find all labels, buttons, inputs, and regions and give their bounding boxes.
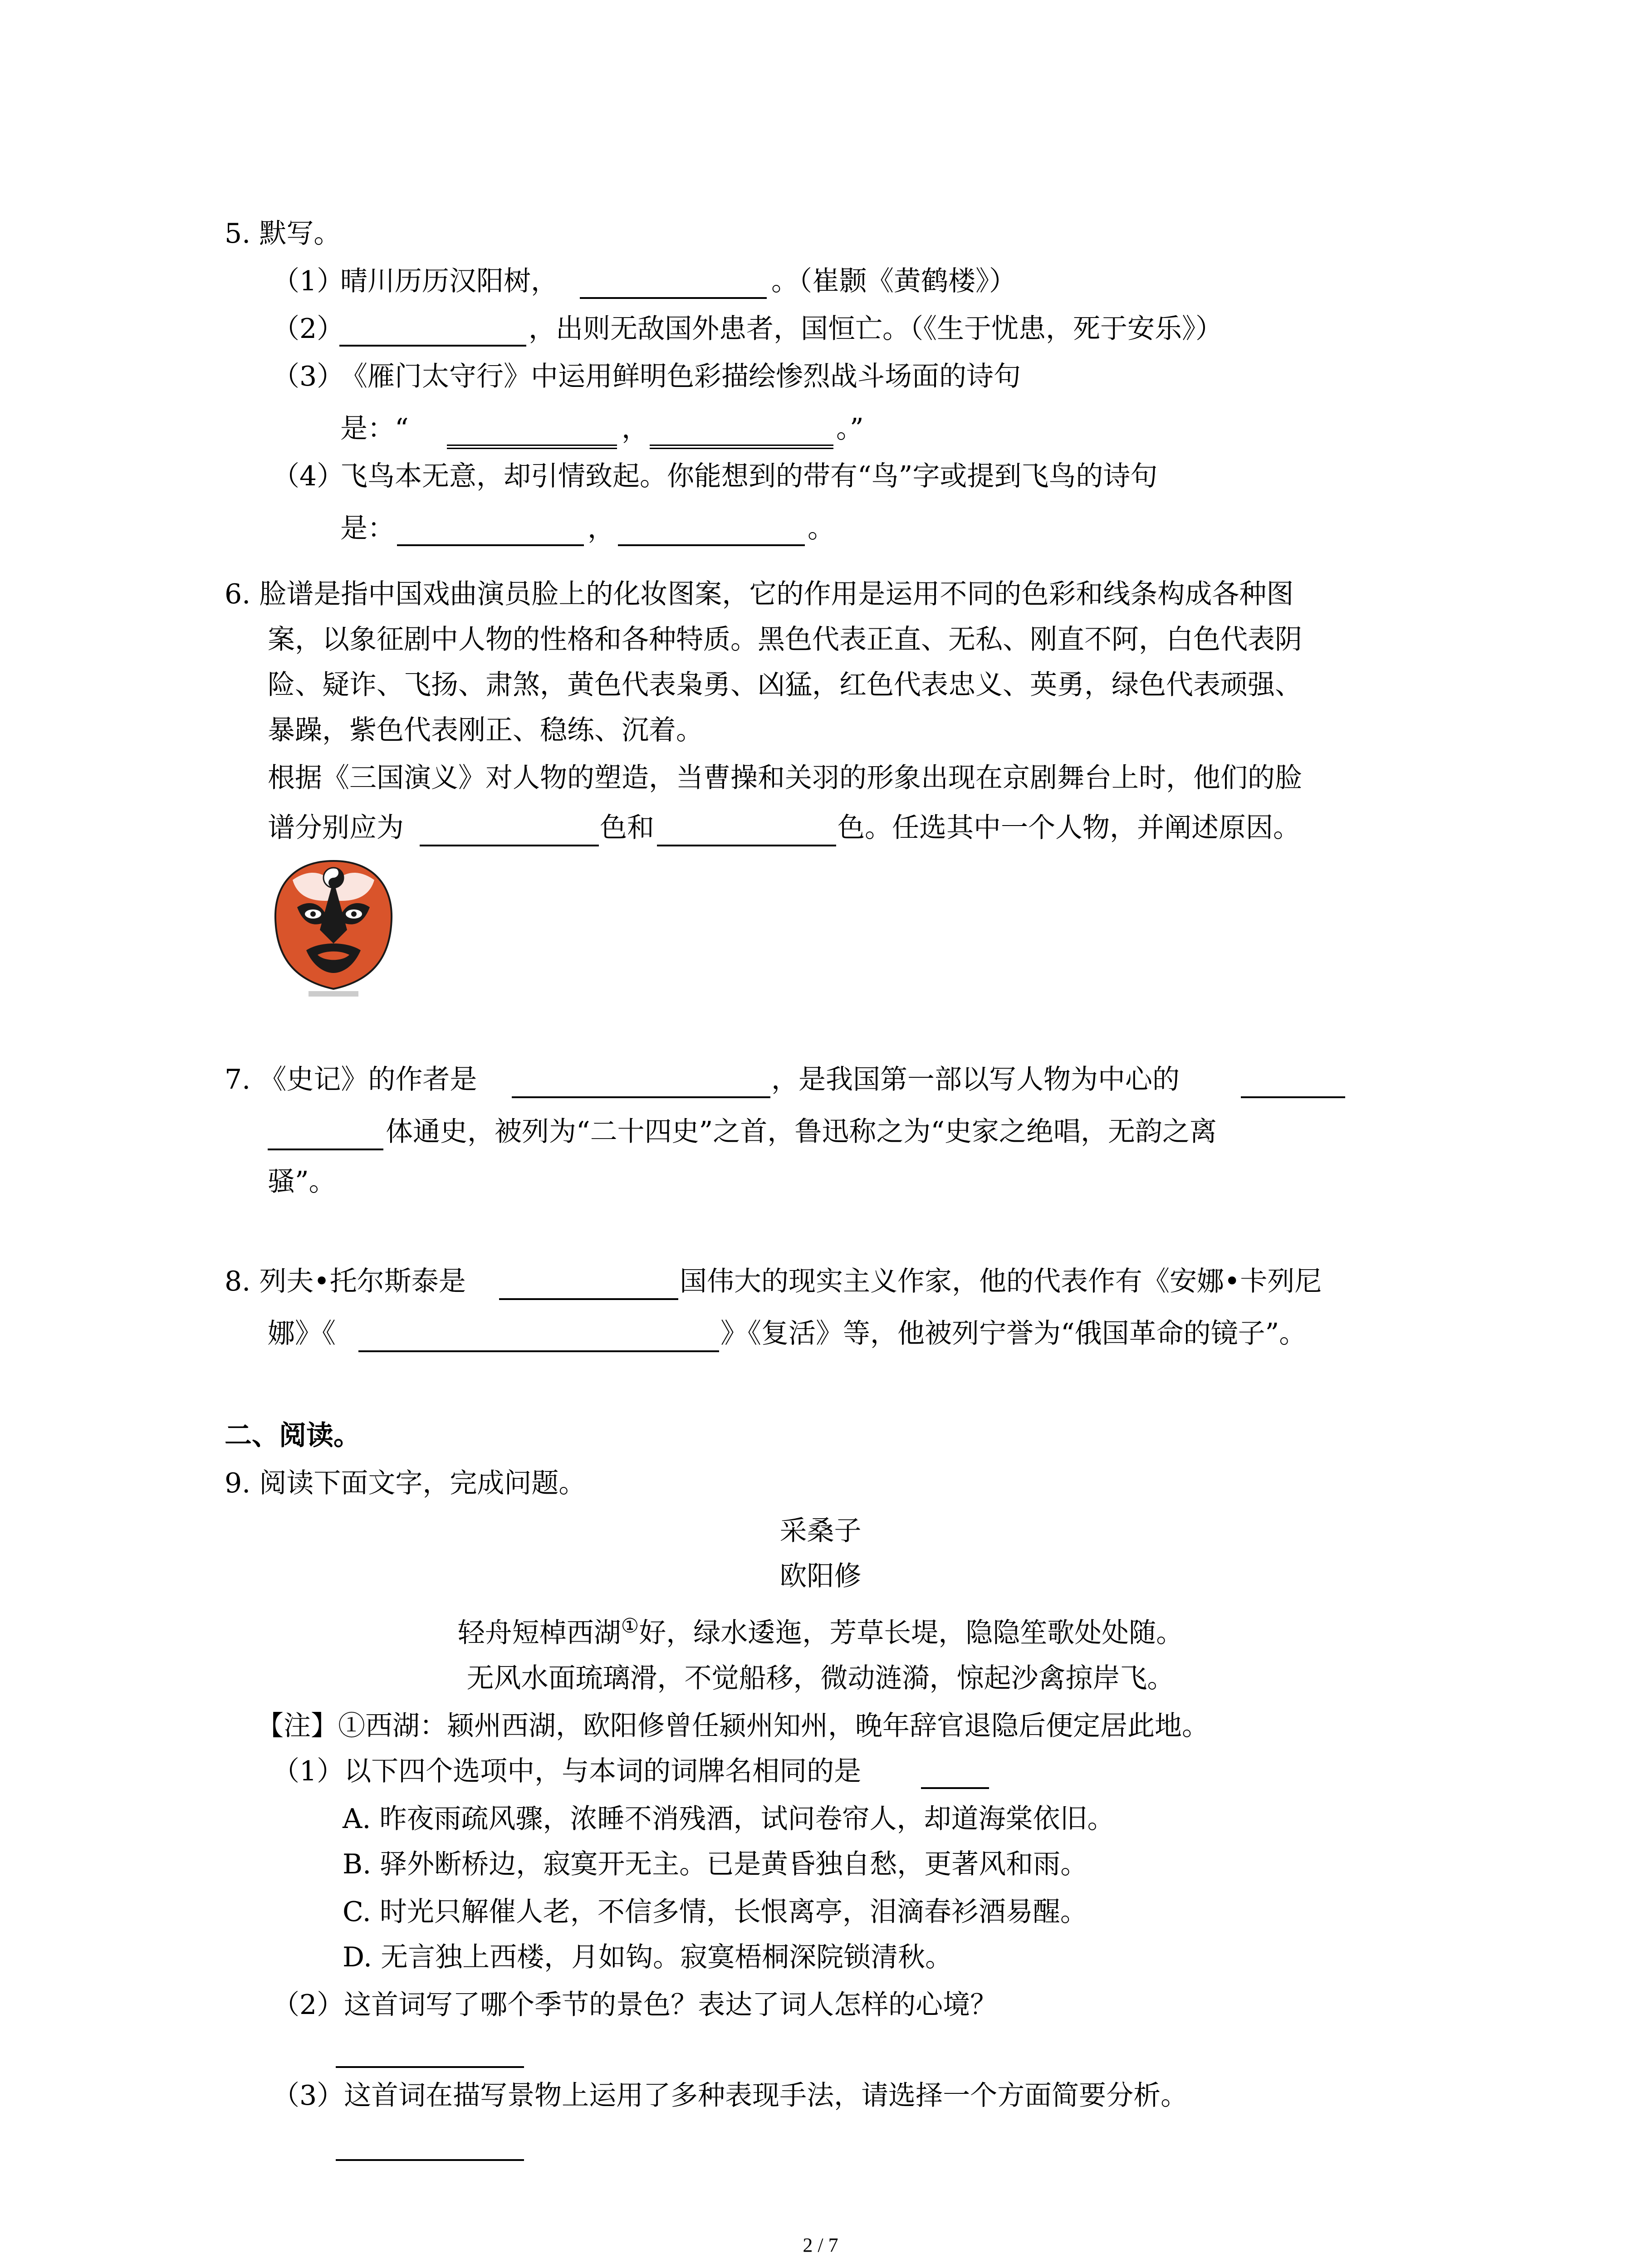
q5-4-end: 。 <box>808 513 835 544</box>
poem-line-1-start: 轻舟短棹西湖 <box>457 1617 621 1649</box>
q6-line-1: 6. 脸谱是指中国戏曲演员脸上的化妆图案，它的作用是运用不同的色彩和线条构成各种图 <box>225 578 1294 610</box>
q9-1-option-b[interactable]: B. 驿外断桥边，寂寞开无主。已是黄昏独自愁，更著风和雨。 <box>343 1848 1088 1880</box>
q9-1-answer-blank[interactable] <box>921 1787 989 1789</box>
peking-opera-mask-image <box>265 853 402 1002</box>
poem-line-1-end: 好，绿水逶迤，芳草长堤，隐隐笙歌处处随。 <box>639 1617 1184 1649</box>
q5-1-number: （1） <box>272 265 344 297</box>
q7-line-1-end: ，是我国第一部以写人物为中心的 <box>771 1064 1180 1095</box>
note-reference-mark: ① <box>621 1614 639 1637</box>
q9-3-answer-blank[interactable] <box>336 2159 524 2161</box>
q5-4-number: （4） <box>272 460 344 492</box>
q5-3-number: （3） <box>272 361 344 392</box>
q6-answer-blank-1[interactable] <box>420 845 599 846</box>
q9-1-option-d[interactable]: D. 无言独上西楼，月如钩。寂寞梧桐深院锁清秋。 <box>343 1941 953 1973</box>
q6-line-3: 险、疑诈、飞扬、肃煞，黄色代表枭勇、凶猛，红色代表忠义、英勇，绿色代表顽强、 <box>268 669 1302 701</box>
q8-line-1-end: 国伟大的现实主义作家，他的代表作有《安娜•卡列尼 <box>680 1266 1322 1297</box>
poem-line-2: 无风水面琉璃滑，不觉船移，微动涟漪，惊起沙禽掠岸飞。 <box>466 1662 1175 1694</box>
q7-answer-blank-author[interactable] <box>512 1096 770 1098</box>
q6-line-6-mid: 色和 <box>600 812 654 844</box>
poem-author: 欧阳修 <box>779 1560 862 1592</box>
q7-answer-blank-genre-part-2[interactable] <box>268 1149 383 1150</box>
q6-line-5: 根据《三国演义》对人物的塑造，当曹操和关羽的形象出现在京剧舞台上时，他们的脸 <box>268 762 1302 794</box>
q9-2-answer-blank[interactable] <box>336 2066 524 2068</box>
q5-1-answer-blank[interactable] <box>580 297 767 299</box>
q6-line-4: 暴躁，紫色代表刚正、稳练、沉着。 <box>268 714 703 746</box>
q5-3-end: 。” <box>836 413 864 445</box>
q5-3-answer-blank-2[interactable] <box>650 445 833 449</box>
q5-title: 5. 默写。 <box>225 218 341 249</box>
q5-3-prompt: 《雁门太守行》中运用鲜明色彩描绘惨烈战斗场面的诗句 <box>340 361 1021 392</box>
q6-line-6-end: 色。任选其中一个人物，并阐述原因。 <box>838 812 1300 844</box>
q5-3-lead: 是：“ <box>340 413 409 445</box>
poem-note: 【注】①西湖：颍州西湖，欧阳修曾任颍州知州，晚年辞官退隐后便定居此地。 <box>256 1710 1209 1742</box>
q9-1-option-c[interactable]: C. 时光只解催人老，不信多情，长恨离亭，泪滴春衫酒易醒。 <box>343 1896 1087 1928</box>
q8-line-1-start: 8. 列夫•托尔斯泰是 <box>225 1266 466 1297</box>
q5-1-prompt: 晴川历历汉阳树， <box>340 265 558 297</box>
q7-line-1-start: 7. 《史记》的作者是 <box>225 1064 477 1095</box>
section-heading-reading: 二、阅读。 <box>225 1420 361 1452</box>
poem-title: 采桑子 <box>779 1515 862 1547</box>
q9-1-prompt: （1）以下四个选项中，与本词的词牌名相同的是 <box>272 1755 862 1787</box>
q8-line-2-start: 娜》《 <box>268 1318 336 1349</box>
q7-answer-blank-genre-part-1[interactable] <box>1241 1096 1345 1098</box>
q5-2-number: （2） <box>272 313 344 345</box>
q6-line-6-start: 谱分别应为 <box>268 812 404 844</box>
q5-3-comma: ， <box>622 413 649 445</box>
q5-4-answer-blank-1[interactable] <box>397 544 584 546</box>
q5-4-answer-blank-2[interactable] <box>618 544 805 546</box>
q8-line-2-end: 》《复活》等，他被列宁誉为“俄国革命的镜子”。 <box>720 1318 1307 1349</box>
q8-answer-blank-work[interactable] <box>358 1350 719 1352</box>
poem-line-1 <box>0 1613 1641 1653</box>
q6-answer-blank-2[interactable] <box>657 845 836 846</box>
q5-4-prompt: 飞鸟本无意，却引情致起。你能想到的带有“鸟”字或提到飞鸟的诗句 <box>340 460 1158 492</box>
q8-answer-blank-country[interactable] <box>499 1298 678 1300</box>
q5-3-answer-blank-1[interactable] <box>447 445 617 449</box>
q9-2-prompt: （2）这首词写了哪个季节的景色？表达了词人怎样的心境？ <box>272 1989 998 2021</box>
q5-1-source: 。（崔颢《黄鹤楼》） <box>771 265 1016 297</box>
q7-line-2: 体通史，被列为“二十四史”之首，鲁迅称之为“史家之绝唱，无韵之离 <box>386 1116 1217 1148</box>
page-number: 2 / 7 <box>803 2234 838 2256</box>
q5-4-lead: 是： <box>340 513 395 544</box>
q9-1-option-a[interactable]: A. 昨夜雨疏风骤，浓睡不消残酒，试问卷帘人，却道海棠依旧。 <box>343 1803 1115 1835</box>
q6-line-2: 案，以象征剧中人物的性格和各种特质。黑色代表正直、无私、刚直不阿，白色代表阴 <box>268 624 1302 655</box>
q5-2-answer-blank[interactable] <box>339 345 526 347</box>
q9-intro: 9. 阅读下面文字，完成问题。 <box>225 1467 586 1499</box>
q9-3-prompt: （3）这首词在描写景物上运用了多种表现手法，请选择一个方面简要分析。 <box>272 2080 1188 2112</box>
q5-4-comma: ， <box>588 513 615 544</box>
q5-2-text: ，出则无敌国外患者，国恒亡。（《生于忧患，死于安乐》） <box>529 313 1223 345</box>
q7-line-3: 骚”。 <box>268 1166 336 1198</box>
